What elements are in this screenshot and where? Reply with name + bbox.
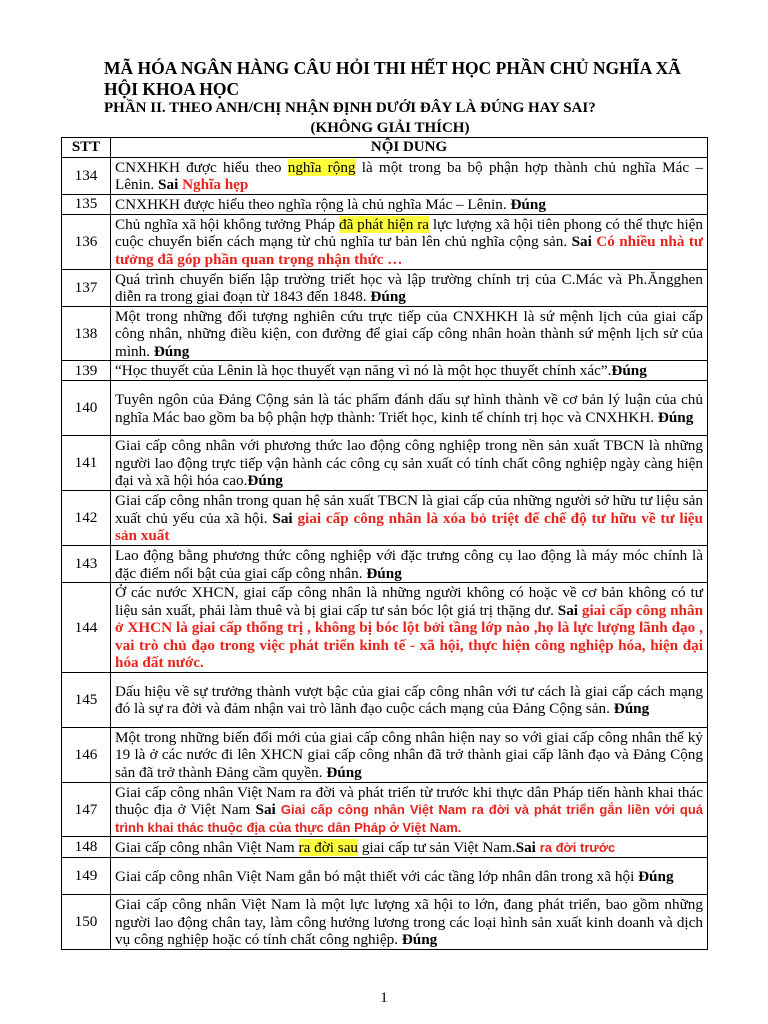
verdict-label: Sai [255,801,276,818]
row-number: 134 [62,157,111,194]
row-content [111,381,708,436]
correction-text: Nghĩa hẹp [182,176,249,193]
header-content: NỘI DUNG [111,138,708,158]
correction-text: giai cấp công nhân là xóa bỏ triệt để chế độ tư hữu về tư liệu sản xuất [115,509,703,545]
table-row [62,381,708,436]
row-number: 142 [62,491,111,546]
statement-text: Giai cấp công nhân với phương thức lao động công nghiệp trong nền sản xuất TBCN là những người lao động trực tiếp vận hành các công cụ sản xuất có tính chất công nghiệp ngày càng hiện đại và xã hội hóa cao. [115,437,703,490]
row-number: 141 [62,436,111,491]
row-number: 150 [62,895,111,950]
statement-text: Dấu hiệu về sự trưởng thành vượt bậc của giai cấp công nhân với tư cách là giai cấp cách mạng đó là sự ra đời và đảm nhận vai trò lãnh đạo cuộc cách mạng của Đảng Cộng sản. [115,682,703,717]
row-content [111,672,708,727]
statement-text: lực lượng xã hội tiên phong có thể thực hiện cuộc chuyển biến cách mạng từ chủ nghĩa tư bản lên chủ nghĩa cộng sản. [115,215,703,251]
part-heading: PHẦN II. THEO ANH/CHỊ NHẬN ĐỊNH DƯỚI ĐÂY LÀ ĐÚNG HAY SAI? [104,100,596,116]
statement-text: Một trong những biến đổi mới của giai cấp công nhân hiện nay so với giai cấp công nhân thế kỷ 19 là ở các nước đi lên XHCN giai cấp công nhân đã trở thành giai cấp lãnh đạo và Đảng Cộng sản đã trở thành Đảng cầm quyền. [115,728,703,781]
row-content [111,436,708,491]
highlighted-text: nghĩa rộng [287,158,356,176]
row-content [111,269,708,306]
question-table [61,137,708,950]
row-number: 147 [62,782,111,837]
statement-text: Một trong những đối tượng nghiên cứu trực tiếp của CNXHKH là sứ mệnh lịch của giai cấp công nhân, những điều kiện, con đường để giai cấp công nhân hoàn thành sứ mệnh lịch sử của mình. [115,307,703,360]
table-header-row [62,138,708,158]
row-number: 148 [62,837,111,858]
statement-text: Tuyên ngôn của Đảng Cộng sản là tác phẩm đánh dấu sự hình thành về cơ bản lý luận của chủ nghĩa Mác bao gồm ba bộ phận hợp thành: Triết học, kinh tế chính trị học và CNXHKH. [115,391,703,426]
table-row [62,361,708,381]
table-row [62,895,708,950]
verdict-label: Sai [557,601,579,619]
table-row [62,436,708,491]
verdict-label: Sai [515,838,536,856]
table-row [62,194,708,214]
row-number: 140 [62,381,111,436]
statement-text: Lao động bằng phương thức công nghiệp với đặc trưng công cụ lao động là máy móc chính là đặc điểm nổi bật của giai cấp công nhân. [115,547,703,582]
row-content [111,157,708,194]
row-number: 146 [62,727,111,782]
verdict-label: Đúng [326,763,362,781]
row-content [111,194,708,214]
verdict-label: Đúng [611,362,647,380]
statement-text: Ở các nước XHCN, giai cấp công nhân là những người không có hoặc về cơ bản không có tư liệu sản xuất, phải làm thuê và bị giai cấp tư sản bóc lột giá trị thặng dư. [115,584,703,619]
table-row [62,837,708,858]
table-row [62,491,708,546]
verdict-label: Đúng [370,288,406,305]
statement-text: Giai cấp công nhân Việt Nam ra đời và phát triển từ trước khi thực dân Pháp tiến hành khai thác thuộc địa ở Việt Nam [115,783,703,818]
statement-text: CNXHKH được hiểu theo nghĩa rộng là chủ nghĩa Mác – Lênin. [115,195,511,213]
table-row [62,583,708,673]
highlighted-text: ra đời sau [298,838,359,856]
statement-text: “Học thuyết của Lênin là học thuyết vạn năng vì nó là một học thuyết chính xác”. [115,362,612,380]
statement-text: Giai cấp công nhân trong quan hệ sản xuất TBCN là giai cấp của những người sở hữu tư liệu sản xuất chủ yếu của xã hội. [115,492,703,527]
row-number: 138 [62,306,111,361]
document-title: MÃ HÓA NGÂN HÀNG CÂU HỎI THI HẾT HỌC PHẦN CHỦ NGHĨA XÃ HỘI KHOA HỌC [104,58,681,99]
table-row [62,672,708,727]
row-content [111,491,708,546]
row-content [111,583,708,673]
row-number: 149 [62,858,111,895]
row-number: 143 [62,546,111,583]
verdict-label: Đúng [613,700,650,717]
verdict-label: Sai [272,509,293,527]
row-content [111,546,708,583]
row-content [111,858,708,895]
table-row [62,727,708,782]
table-row [62,269,708,306]
row-content [111,837,708,858]
correction-text: giai cấp công nhân ở XHCN là giai cấp thống trị , không bị bóc lột bởi tầng lớp nào ,họ là lực lượng lãnh đạo , vai trò chủ đạo trong việc phát triển kinh tế - xã hội, thực hiện công nghiệp hóa, hiện đại hóa đất nước. [115,601,704,671]
table-row [62,546,708,583]
row-number: 137 [62,269,111,306]
row-number: 145 [62,672,111,727]
verdict-label: Đúng [247,472,283,490]
statement-text: Quá trình chuyển biến lập trường triết học và lập trường chính trị của C.Mác và Ph.Ăngghen diễn ra trong giai đoạn từ 1843 đến 1848. [115,270,703,305]
row-content [111,782,708,837]
row-number: 135 [62,194,111,214]
correction-text: Có nhiều nhà tư tưởng đã góp phần quan trọng nhận thức … [115,233,703,268]
verdict-label: Đúng [510,195,546,213]
header-stt: STT [62,138,111,158]
verdict-label: Đúng [153,342,190,360]
highlighted-text: đã phát hiện ra [338,215,430,233]
row-number: 136 [62,214,111,269]
verdict-label: Đúng [401,931,438,949]
statement-text: CNXHKH được hiểu theo [115,158,288,176]
table-row [62,214,708,269]
page-number: 1 [380,990,388,1006]
verdict-label: Đúng [657,408,694,426]
table-row [62,782,708,837]
row-content [111,306,708,361]
statement-text: Giai cấp công nhân Việt Nam là một lực lượng xã hội to lớn, đang phát triển, bao gồm những người lao động chân tay, làm công hưởng lương trong các loại hình sản xuất kinh doanh và dịch vụ công nghiệp hoặc có tính chất công nghiệp. [115,896,703,949]
statement-text: Chủ nghĩa xã hội không tưởng Pháp [115,215,339,233]
row-number: 144 [62,583,111,673]
verdict-label: Sai [571,233,592,251]
statement-text: là một trong ba bộ phận hợp thành chủ nghĩa Mác – Lênin. [115,158,703,193]
row-content [111,214,708,269]
verdict-label: Đúng [638,867,674,885]
statement-text: Giai cấp công nhân Việt Nam gắn bó mật thiết với các tầng lớp nhân dân trong xã hội [115,867,639,885]
table-row [62,858,708,895]
row-content [111,727,708,782]
table-row [62,157,708,194]
correction-text: Giai cấp công nhân Việt Nam ra đời và phát triển gắn liền với quá trình khai thác thuộc địa của thực dân Pháp ở Việt Nam. [115,802,704,835]
row-content [111,361,708,381]
correction-text: ra đời trước [539,839,616,855]
verdict-label: Sai [158,176,179,193]
row-number: 139 [62,361,111,381]
table-row [62,306,708,361]
statement-text: giai cấp tư sản Việt Nam. [358,838,516,856]
part-note: (KHÔNG GIẢI THÍCH) [310,120,470,136]
verdict-label: Đúng [366,564,402,582]
statement-text: Giai cấp công nhân Việt Nam [115,838,299,856]
row-content [111,895,708,950]
